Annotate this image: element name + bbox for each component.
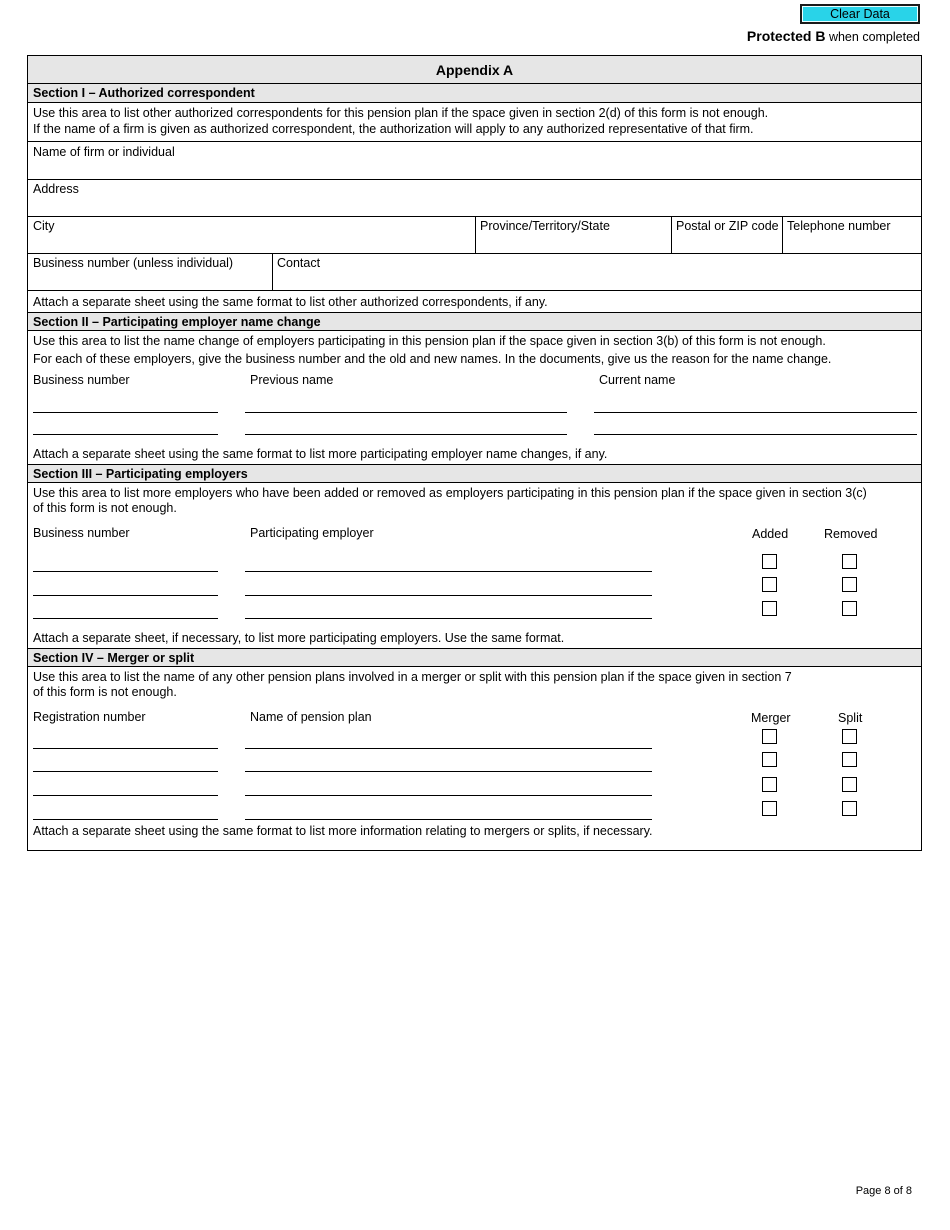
s4-row2-split-checkbox[interactable] [842,752,857,767]
section1-intro-line1: Use this area to list other authorized correspondents for this pension plan if the space given in section 2(d) of this form is not enough. [33,106,769,120]
protected-b-label [747,28,920,44]
section3-removed-header: Removed [824,527,878,541]
name-of-firm-field[interactable] [28,156,921,178]
s4-row2-registration-line[interactable] [33,771,218,772]
s3-row3-business-number-line[interactable] [33,618,218,619]
s3-row2-employer-line[interactable] [245,595,652,596]
s4-row3-merger-checkbox[interactable] [762,777,777,792]
section2-intro-line2: For each of these employers, give the business number and the old and new names. In the documents, give us the reason for the name change. [33,352,832,366]
province-field[interactable] [476,232,671,252]
section4-split-header: Split [838,711,863,725]
clear-data-button[interactable]: Clear Data [800,4,920,24]
s3-row2-business-number-line[interactable] [33,595,218,596]
s2-row2-previous-name-line[interactable] [245,434,567,435]
s4-row3-registration-line[interactable] [33,795,218,796]
s3-row3-removed-checkbox[interactable] [842,601,857,616]
section2-previous-name-header: Previous name [250,373,334,387]
s2-row2-business-number-line[interactable] [33,434,218,435]
section2-business-number-header: Business number [33,373,130,387]
section4-intro-line1: Use this area to list the name of any other pension plans involved in a merger or split with this pension plan if the space given in section 7 [33,670,792,684]
province-label: Province/Territory/State [480,219,610,233]
section1-title: Section I – Authorized correspondent [33,86,255,100]
s2-row1-previous-name-line[interactable] [245,412,567,413]
s3-row1-added-checkbox[interactable] [762,554,777,569]
section3-employer-header: Participating employer [250,526,374,540]
s4-row4-merger-checkbox[interactable] [762,801,777,816]
name-of-firm-label: Name of firm or individual [33,145,175,159]
s4-row1-registration-line[interactable] [33,748,218,749]
s4-row4-registration-line[interactable] [33,819,218,820]
s4-row1-plan-name-line[interactable] [245,748,652,749]
section4-title: Section IV – Merger or split [33,651,195,665]
section4-footer: Attach a separate sheet using the same format to list more information relating to mergers or splits, if necessary. [33,824,653,838]
s2-row2-current-name-line[interactable] [594,434,917,435]
s3-row1-employer-line[interactable] [245,571,652,572]
s3-row3-employer-line[interactable] [245,618,652,619]
section3-footer: Attach a separate sheet, if necessary, to list more participating employers. Use the same format. [33,631,565,645]
section2-current-name-header: Current name [599,373,676,387]
s2-row1-business-number-line[interactable] [33,412,218,413]
city-label: City [33,219,55,233]
s4-row2-plan-name-line[interactable] [245,771,652,772]
postal-code-label: Postal or ZIP code [676,219,779,233]
s4-row1-split-checkbox[interactable] [842,729,857,744]
section1-footer: Attach a separate sheet using the same format to list other authorized correspondents, if any. [33,295,548,309]
section4-merger-header: Merger [751,711,791,725]
appendix-title: Appendix A [435,62,514,78]
section2-title: Section II – Participating employer name change [33,315,321,329]
s4-row4-split-checkbox[interactable] [842,801,857,816]
protected-b-suffix: when completed [825,30,920,44]
appendix-frame [27,55,922,851]
section1-intro-line2: If the name of a firm is given as authorized correspondent, the authorization will apply to any authorized representative of that firm. [33,122,754,136]
business-number-label: Business number (unless individual) [33,256,234,270]
s4-row4-plan-name-line[interactable] [245,819,652,820]
section3-title: Section III – Participating employers [33,467,248,481]
s4-row3-plan-name-line[interactable] [245,795,652,796]
section4-plan-name-header: Name of pension plan [250,710,372,724]
section3-intro-line2: of this form is not enough. [33,501,177,515]
section3-intro-line1: Use this area to list more employers who have been added or removed as employers participating in this pension plan if the space given in section 3(c) [33,486,867,500]
s3-row2-removed-checkbox[interactable] [842,577,857,592]
business-number-field[interactable] [28,269,272,289]
section3-added-header: Added [752,527,789,541]
contact-field[interactable] [273,269,921,289]
section2-footer: Attach a separate sheet using the same format to list more participating employer name changes, if any. [33,447,608,461]
postal-code-field[interactable] [672,232,782,252]
contact-label: Contact [277,256,321,270]
s4-row3-split-checkbox[interactable] [842,777,857,792]
s3-row1-removed-checkbox[interactable] [842,554,857,569]
protected-b-bold: Protected B [746,28,826,44]
city-field[interactable] [28,232,475,252]
section3-business-number-header: Business number [33,526,130,540]
telephone-field[interactable] [783,232,921,252]
page-number: Page 8 of 8 [855,1185,912,1197]
s2-row1-current-name-line[interactable] [594,412,917,413]
section2-intro-line1: Use this area to list the name change of employers participating in this pension plan if the space given in section 3(b) of this form is not enough. [33,334,826,348]
s3-row3-added-checkbox[interactable] [762,601,777,616]
s3-row1-business-number-line[interactable] [33,571,218,572]
address-label: Address [33,182,79,196]
section4-intro-line2: of this form is not enough. [33,685,177,699]
s4-row1-merger-checkbox[interactable] [762,729,777,744]
section4-registration-number-header: Registration number [33,710,146,724]
telephone-label: Telephone number [787,219,891,233]
s3-row2-added-checkbox[interactable] [762,577,777,592]
s4-row2-merger-checkbox[interactable] [762,752,777,767]
address-field[interactable] [28,194,921,216]
